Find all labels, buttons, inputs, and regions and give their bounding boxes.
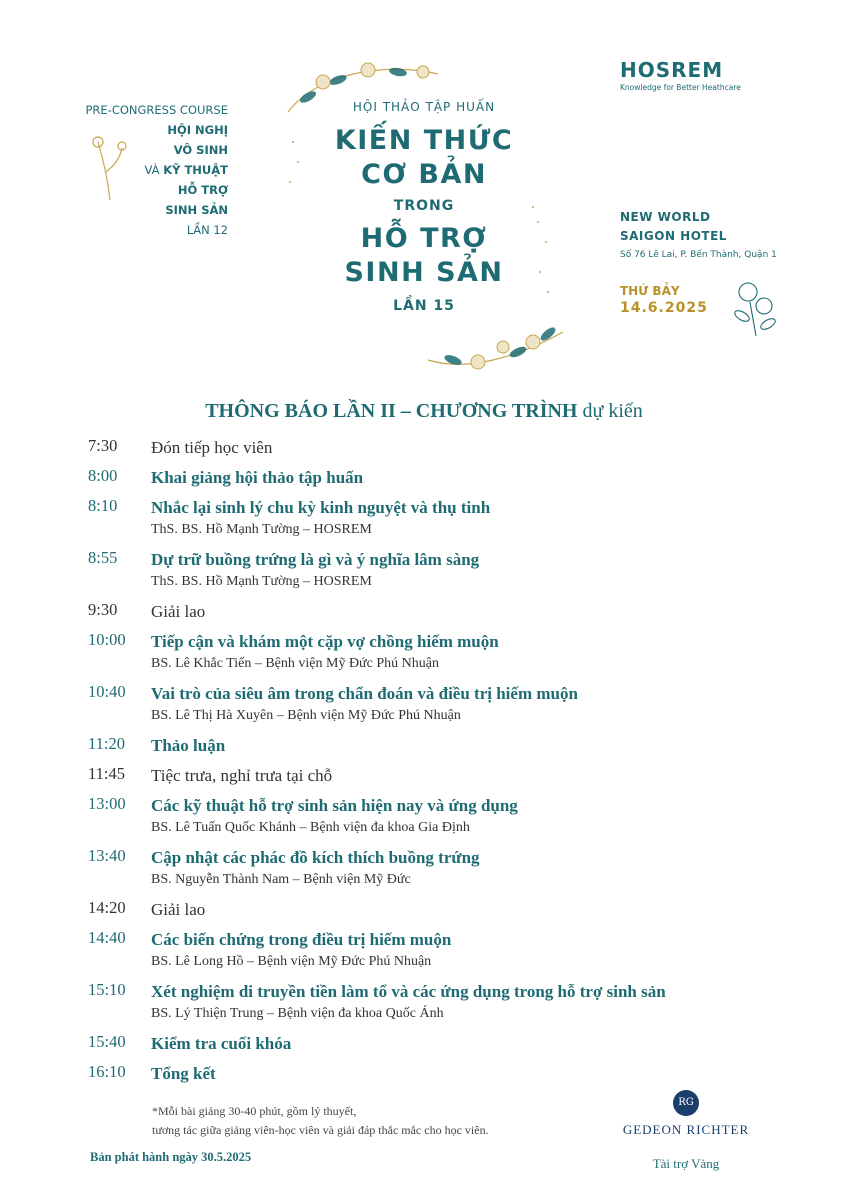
pre-congress-line2: VÔ SINH xyxy=(173,143,228,157)
schedule-row xyxy=(88,496,788,540)
hosrem-tagline: Knowledge for Better Heathcare xyxy=(620,83,741,92)
footnote-line2: tương tác giữa giảng viên-học viên và giải đáp thắc mắc cho học viên. xyxy=(152,1123,489,1137)
pre-congress-line4: HỖ TRỢ xyxy=(177,183,228,197)
schedule-speaker: BS. Lê Tuấn Quốc Khánh – Bệnh viện đa khoa Gia Định xyxy=(151,820,470,835)
schedule-content xyxy=(151,436,788,460)
schedule-time: 7:30 xyxy=(88,436,118,455)
title-subtitle: HỘI THẢO TẬP HUẤN xyxy=(352,100,496,114)
release-date: Bản phát hành ngày 30.5.2025 xyxy=(90,1150,252,1164)
footnote xyxy=(152,1102,592,1140)
hosrem-logo xyxy=(620,58,750,92)
teal-flower-icon xyxy=(730,274,780,338)
sponsor-level: Tài trợ Vàng xyxy=(652,1156,720,1171)
schedule-time: 10:40 xyxy=(88,682,126,701)
schedule-topic: Cập nhật các phác đồ kích thích buồng trứng xyxy=(151,848,480,867)
schedule-time: 10:00 xyxy=(88,630,126,649)
title-connector: TRONG xyxy=(393,198,455,214)
schedule-content xyxy=(151,980,788,1024)
schedule-row xyxy=(88,794,788,838)
schedule-content xyxy=(151,1032,788,1056)
heading-suffix: dự kiến xyxy=(582,400,643,422)
schedule-topic: Khai giảng hội thảo tập huấn xyxy=(151,468,364,487)
pre-congress-line5: SINH SẢN xyxy=(165,203,228,217)
schedule-speaker: ThS. BS. Hồ Mạnh Tường – HOSREM xyxy=(151,574,372,589)
date-weekday: THỨ BẢY xyxy=(620,284,680,298)
venue-address: Số 76 Lê Lai, P. Bến Thành, Quận 1 xyxy=(620,250,777,260)
schedule-time: 14:40 xyxy=(88,928,126,947)
title-edition: LẦN 15 xyxy=(393,298,455,314)
schedule-content xyxy=(151,600,788,624)
schedule-topic: Các kỹ thuật hỗ trợ sinh sản hiện nay và ứng dụng xyxy=(151,796,518,815)
schedule-speaker: BS. Lê Long Hồ – Bệnh viện Mỹ Đức Phú Nhuận xyxy=(151,954,432,969)
sponsor-logo-icon: RG xyxy=(673,1090,699,1116)
schedule-row xyxy=(88,980,788,1024)
heading-main: THÔNG BÁO LẦN II – CHƯƠNG TRÌNH xyxy=(205,400,578,422)
schedule-time: 8:10 xyxy=(88,496,118,515)
title-line3: HỖ TRỢ xyxy=(360,223,488,254)
title-line4: SINH SẢN xyxy=(344,257,504,288)
title-line1: KIẾN THỨC xyxy=(334,125,514,156)
schedule-time: 8:00 xyxy=(88,466,118,485)
sponsor-block xyxy=(616,1090,756,1172)
schedule-content xyxy=(151,466,788,490)
schedule-speaker: BS. Lý Thiện Trung – Bệnh viện đa khoa Quốc Ánh xyxy=(151,1006,444,1021)
schedule-speaker: BS. Nguyễn Thành Nam – Bệnh viện Mỹ Đức xyxy=(151,872,411,887)
schedule-row xyxy=(88,846,788,890)
schedule-row xyxy=(88,630,788,674)
schedule-time: 13:40 xyxy=(88,846,126,865)
pre-congress-block xyxy=(60,100,228,240)
schedule-time: 14:20 xyxy=(88,898,126,917)
pre-congress-label: PRE-CONGRESS COURSE xyxy=(85,103,228,117)
schedule-topic: Đón tiếp học viên xyxy=(151,438,273,457)
schedule-row xyxy=(88,764,788,788)
venue-block xyxy=(620,208,820,260)
schedule-time: 8:55 xyxy=(88,548,118,567)
date-block xyxy=(620,284,708,316)
schedule-content xyxy=(151,1062,788,1086)
schedule-row xyxy=(88,928,788,972)
schedule-topic: Xét nghiệm di truyền tiền làm tổ và các ứng dụng trong hỗ trợ sinh sản xyxy=(151,982,666,1001)
schedule-topic: Giải lao xyxy=(151,602,206,621)
schedule-topic: Dự trữ buồng trứng là gì và ý nghĩa lâm sàng xyxy=(151,550,480,569)
schedule-row xyxy=(88,600,788,624)
schedule-content xyxy=(151,764,788,788)
schedule-content xyxy=(151,734,788,758)
schedule-time: 11:20 xyxy=(88,734,125,753)
schedule-time: 15:10 xyxy=(88,980,126,999)
schedule-content xyxy=(151,630,788,674)
sponsor-name: GEDEON RICHTER xyxy=(622,1122,750,1137)
pre-congress-edition: LẦN 12 xyxy=(186,223,228,237)
pre-congress-and: VÀ xyxy=(144,163,160,177)
program-heading xyxy=(0,400,848,423)
schedule-content xyxy=(151,794,788,838)
pre-congress-line1: HỘI NGHỊ xyxy=(167,123,228,137)
schedule-content xyxy=(151,846,788,890)
schedule-content xyxy=(151,496,788,540)
schedule-topic: Tiệc trưa, nghỉ trưa tại chỗ xyxy=(151,766,333,785)
schedule-time: 9:30 xyxy=(88,600,118,619)
schedule-topic: Giải lao xyxy=(151,900,206,919)
schedule-content xyxy=(151,548,788,592)
hosrem-logo-text: HOSREM xyxy=(620,58,724,82)
event-title xyxy=(290,100,558,314)
schedule-row xyxy=(88,682,788,726)
venue-line2: SAIGON HOTEL xyxy=(620,229,727,243)
schedule-row xyxy=(88,548,788,592)
schedule-speaker: BS. Lê Khắc Tiến – Bệnh viện Mỹ Đức Phú Nhuận xyxy=(151,656,439,671)
pre-congress-line3: KỸ THUẬT xyxy=(163,163,228,177)
schedule-row xyxy=(88,898,788,922)
schedule-list xyxy=(88,436,788,1092)
schedule-content xyxy=(151,682,788,726)
schedule-topic: Nhắc lại sinh lý chu kỳ kinh nguyệt và thụ tinh xyxy=(151,498,491,517)
footnote-line1: *Mỗi bài giảng 30-40 phút, gồm lý thuyết, xyxy=(152,1104,357,1118)
schedule-topic: Thảo luận xyxy=(151,736,226,755)
schedule-topic: Kiểm tra cuối khóa xyxy=(151,1034,292,1053)
schedule-content xyxy=(151,898,788,922)
schedule-speaker: BS. Lê Thị Hà Xuyên – Bệnh viện Mỹ Đức Phú Nhuận xyxy=(151,708,461,723)
title-line2: CƠ BẢN xyxy=(361,159,487,190)
schedule-topic: Tổng kết xyxy=(151,1064,216,1083)
schedule-time: 11:45 xyxy=(88,764,125,783)
venue-line1: NEW WORLD xyxy=(620,210,711,224)
schedule-topic: Các biến chứng trong điều trị hiếm muộn xyxy=(151,930,452,949)
schedule-content xyxy=(151,928,788,972)
schedule-row xyxy=(88,734,788,758)
schedule-time: 13:00 xyxy=(88,794,126,813)
schedule-row xyxy=(88,1062,788,1086)
schedule-row xyxy=(88,436,788,460)
schedule-row xyxy=(88,1032,788,1056)
schedule-topic: Tiếp cận và khám một cặp vợ chồng hiếm muộn xyxy=(151,632,499,651)
schedule-row xyxy=(88,466,788,490)
date-value: 14.6.2025 xyxy=(620,300,708,316)
schedule-time: 15:40 xyxy=(88,1032,126,1051)
schedule-time: 16:10 xyxy=(88,1062,126,1081)
schedule-topic: Vai trò của siêu âm trong chẩn đoán và điều trị hiếm muộn xyxy=(151,684,578,703)
schedule-speaker: ThS. BS. Hồ Mạnh Tường – HOSREM xyxy=(151,522,372,537)
